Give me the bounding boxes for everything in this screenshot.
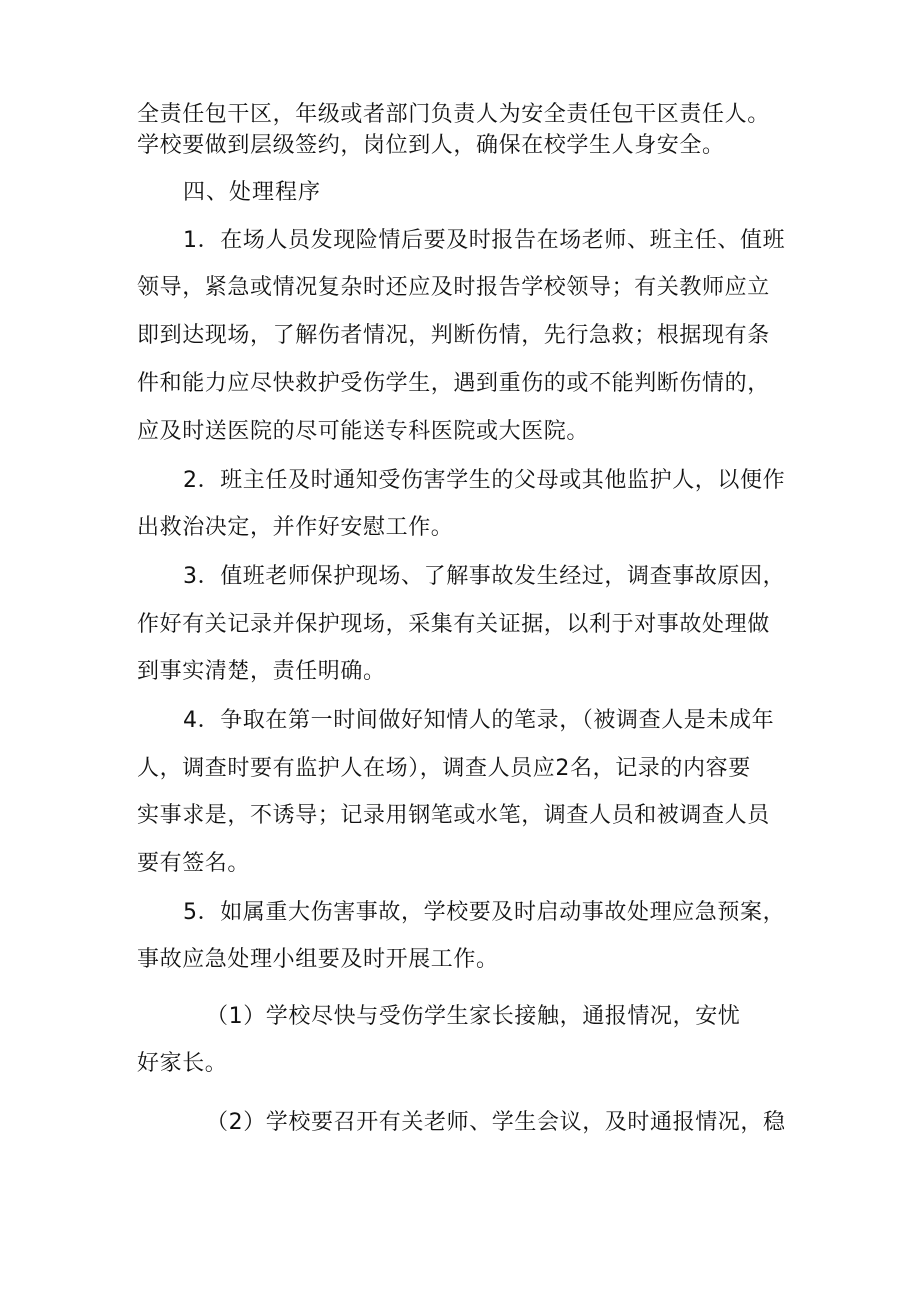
text-line: 4．争取在第一时间做好知情人的笔录，（被调查人是未成年 bbox=[183, 708, 775, 733]
text-line: 好家长。 bbox=[137, 1051, 228, 1076]
text-line: （1）学校尽快与受伤学生家长接触，通报情况，安忧 bbox=[206, 1004, 741, 1029]
text-line: 件和能力应尽快救护受伤学生，遇到重伤的或不能判断伤情的， bbox=[137, 371, 770, 396]
text-line: 全责任包干区，年级或者部门负责人为安全责任包干区责任人。 bbox=[137, 102, 770, 127]
text-line: （2）学校要召开有关老师、学生会议，及时通报情况，稳 bbox=[206, 1110, 786, 1135]
text-line: 即到达现场，了解伤者情况，判断伤情，先行急救；根据现有条 bbox=[137, 323, 770, 348]
text-line: 到事实清楚，责任明确。 bbox=[137, 659, 386, 684]
text-line: 作好有关记录并保护现场，采集有关证据，以利于对事故处理做 bbox=[137, 612, 770, 637]
text-line: 1．在场人员发现险情后要及时报告在场老师、班主任、值班 bbox=[183, 228, 786, 253]
text-line: 领导，紧急或情况复杂时还应及时报告学校领导；有关教师应立 bbox=[137, 275, 770, 300]
text-line: 5．如属重大伤害事故，学校要及时启动事故处理应急预案， bbox=[183, 900, 786, 925]
text-line: 人，调查时要有监护人在场），调查人员应2名，记录的内容要 bbox=[137, 756, 751, 781]
text-line: 学校要做到层级签约，岗位到人，确保在校学生人身安全。 bbox=[137, 133, 725, 158]
section-heading: 四、处理程序 bbox=[183, 180, 322, 205]
text-line: 实事求是，不诱导；记录用钢笔或水笔，调查人员和被调查人员 bbox=[137, 803, 770, 828]
text-line: 3．值班老师保护现场、了解事故发生经过，调查事故原因， bbox=[183, 564, 786, 589]
text-line: 应及时送医院的尽可能送专科医院或大医院。 bbox=[137, 419, 590, 444]
text-line: 要有签名。 bbox=[137, 851, 251, 876]
text-line: 2．班主任及时通知受伤害学生的父母或其他监护人，以便作 bbox=[183, 468, 786, 493]
text-line: 事故应急处理小组要及时开展工作。 bbox=[137, 947, 499, 972]
text-line: 出救治决定，并作好安慰工作。 bbox=[137, 515, 454, 540]
